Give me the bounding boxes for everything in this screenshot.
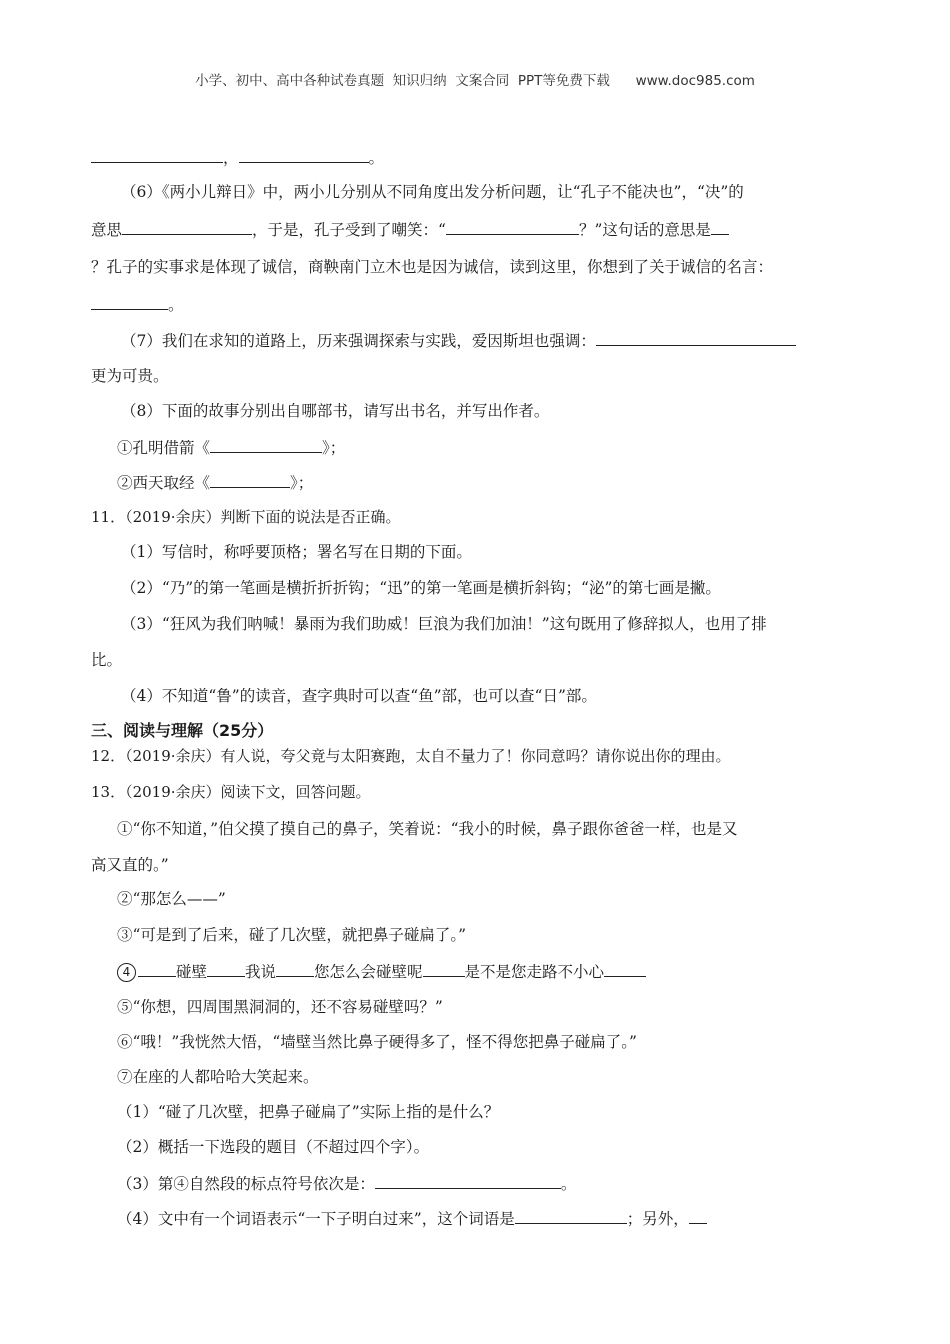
passage-paragraph-1: ①“你不知道，”伯父摸了摸自己的鼻子，笑着说：“我小的时候，鼻子跟你爸爸一样，也是又 bbox=[117, 820, 738, 838]
passage-paragraph-7: ⑦在座的人都哈哈大笑起来。 bbox=[117, 1068, 319, 1086]
question-6-line-3: ？孔子的实事求是体现了诚信，商鞅南门立木也是因为诚信，读到这里，你想到了关于诚信的名言： bbox=[91, 258, 774, 276]
passage-paragraph-4: 4 碰壁 我说 您怎么会碰壁呢 是不是您走路不小心 bbox=[117, 960, 646, 983]
question-8-item-2: ②西天取经《 》； bbox=[117, 471, 313, 494]
blank[interactable] bbox=[596, 329, 796, 346]
question-6-line-1: （6）《两小儿辩日》中，两小儿分别从不同角度出发分析问题，让“孔子不能决也”，“决”的 bbox=[121, 183, 744, 201]
question-11-item-1: （1）写信时，称呼要顶格；署名写在日期的下面。 bbox=[121, 543, 472, 561]
page-header-banner: 小学、初中、高中各种试卷真题 知识归纳 文案合同 PPT等免费下载 www.doc985.com bbox=[195, 73, 755, 89]
passage-paragraph-3: ③“可是到了后来，碰了几次壁，就把鼻子碰扁了。” bbox=[117, 926, 467, 944]
passage-paragraph-1-cont: 高又直的。” bbox=[91, 856, 169, 874]
blank[interactable] bbox=[515, 1207, 627, 1224]
blank[interactable] bbox=[91, 293, 168, 310]
question-11-item-4: （4）不知道“鲁”的读音，查字典时可以查“鱼”部，也可以查“日”部。 bbox=[121, 687, 597, 705]
question-11: 11．（2019·余庆）判断下面的说法是否正确。 bbox=[91, 508, 401, 526]
blank[interactable] bbox=[122, 218, 252, 235]
blank[interactable] bbox=[604, 960, 646, 977]
blank[interactable] bbox=[210, 436, 322, 453]
blank[interactable] bbox=[375, 1172, 561, 1189]
blank[interactable] bbox=[91, 146, 223, 163]
blank[interactable] bbox=[207, 960, 245, 977]
section-3-heading: 三、阅读与理解（25分） bbox=[91, 721, 274, 740]
blank[interactable] bbox=[239, 146, 369, 163]
question-7-line-2: 更为可贵。 bbox=[91, 367, 169, 385]
passage-paragraph-2: ②“那怎么——” bbox=[117, 890, 226, 908]
question-8: （8）下面的故事分别出自哪部书，请写出书名，并写出作者。 bbox=[121, 402, 550, 420]
question-7-line-1: （7）我们在求知的道路上，历来强调探索与实践，爱因斯坦也强调： bbox=[121, 329, 796, 352]
passage-paragraph-6: ⑥“哦！”我恍然大悟，“墙壁当然比鼻子硬得多了，怪不得您把鼻子碰扁了。” bbox=[117, 1033, 637, 1051]
sub-question-4: （4）文中有一个词语表示“一下子明白过来”，这个词语是 ；另外， bbox=[117, 1207, 707, 1230]
question-11-item-2: （2）“乃”的第一笔画是横折折折钩；“迅”的第一笔画是横折斜钩；“泌”的第七画是撇。 bbox=[121, 579, 721, 597]
blank[interactable] bbox=[276, 960, 314, 977]
blank[interactable] bbox=[689, 1207, 707, 1224]
circled-number: 4 bbox=[117, 963, 136, 982]
question-12: 12．（2019·余庆）有人说，夸父竟与太阳赛跑，太自不量力了！你同意吗？请你说出你的理由。 bbox=[91, 747, 731, 765]
question-11-item-3-cont: 比。 bbox=[91, 651, 123, 669]
question-8-item-1: ①孔明借箭《 》； bbox=[117, 436, 345, 459]
sub-question-1: （1）“碰了几次壁，把鼻子碰扁了”实际上指的是什么？ bbox=[117, 1103, 500, 1121]
blank[interactable] bbox=[210, 471, 290, 488]
blank[interactable] bbox=[446, 218, 579, 235]
blank[interactable] bbox=[138, 960, 176, 977]
question-6-line-4: 。 bbox=[91, 293, 184, 316]
passage-paragraph-5: ⑤“你想，四周围黑洞洞的，还不容易碰壁吗？” bbox=[117, 998, 443, 1016]
answer-line-q5-end: ， 。 bbox=[91, 146, 384, 169]
question-6-line-2: 意思 ，于是，孔子受到了嘲笑：“ ？”这句话的意思是 bbox=[91, 218, 729, 241]
question-13: 13．（2019·余庆）阅读下文，回答问题。 bbox=[91, 783, 371, 801]
blank[interactable] bbox=[711, 218, 729, 235]
sub-question-2: （2）概括一下选段的题目（不超过四个字）。 bbox=[117, 1138, 430, 1156]
question-11-item-3: （3）“狂风为我们呐喊！暴雨为我们助威！巨浪为我们加油！”这句既用了修辞拟人，也用了排 bbox=[121, 615, 767, 633]
sub-question-3: （3）第④自然段的标点符号依次是： 。 bbox=[117, 1172, 576, 1195]
blank[interactable] bbox=[423, 960, 465, 977]
